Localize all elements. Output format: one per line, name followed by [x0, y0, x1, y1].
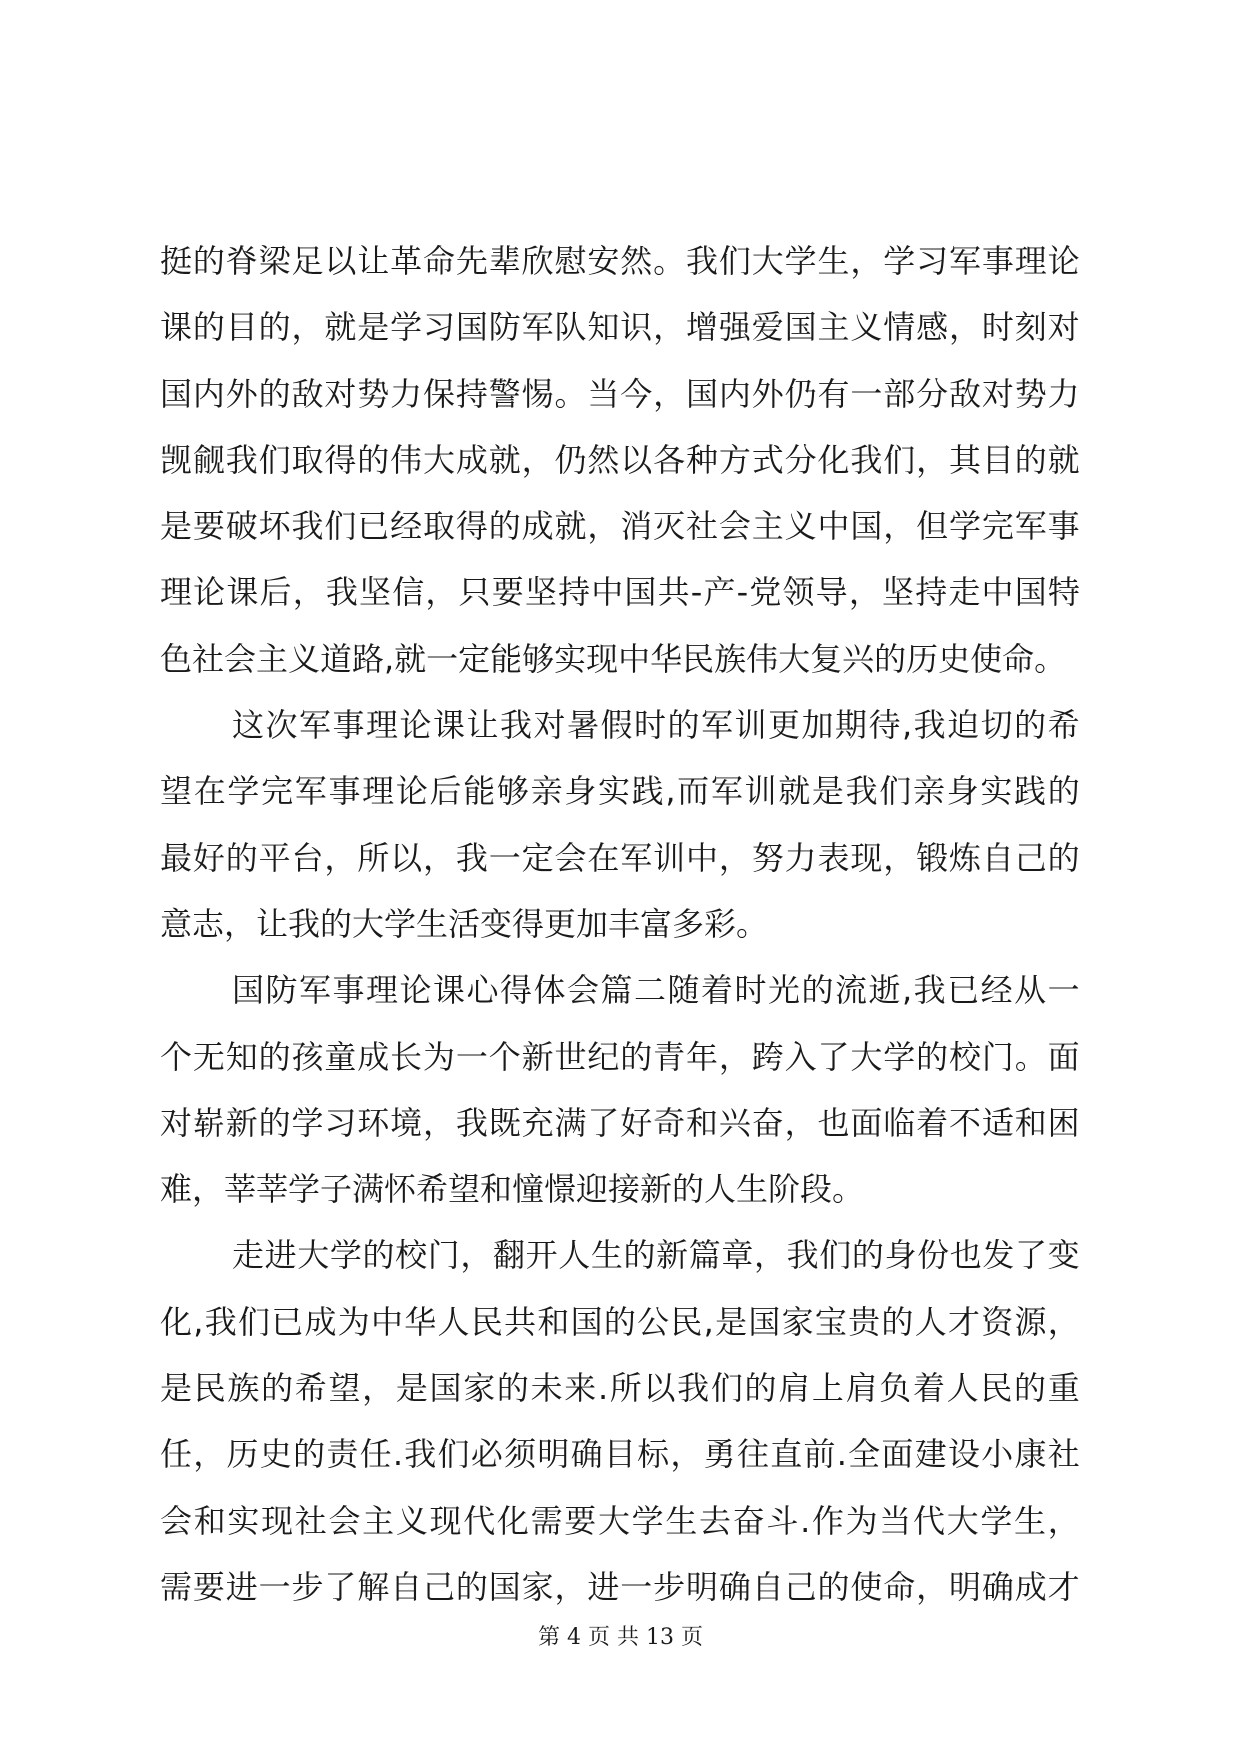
text-line: 这 次 军 事 理 论 课 让 我 对 暑 假 时 的 军 训 更 加 期 待 , 我 迫 切 的 希 — [232, 706, 1080, 745]
text-line: 国 内 外 的 敌 对 势 力 保 持 警 惕 。 当 今 ， 国 内 外 仍 有 一 部 分 敌 对 势 力 — [160, 374, 1080, 413]
text-line: 望 在 学 完 军 事 理 论 后 能 够 亲 身 实 践 , 而 军 训 就 是 我 们 亲 身 实 践 的 — [160, 772, 1080, 811]
text-line: 任 ， 历 史 的 责 任 . 我 们 必 须 明 确 目 标 ， 勇 往 直 前 . 全 面 建 设 小 康 社 — [160, 1435, 1080, 1474]
text-line: 对 崭 新 的 学 习 环 境 ， 我 既 充 满 了 好 奇 和 兴 奋 ， 也 面 临 着 不 适 和 困 — [160, 1103, 1080, 1142]
text-line: 走 进 大 学 的 校 门 ， 翻 开 人 生 的 新 篇 章 ， 我 们 的 身 份 也 发 了 变 — [232, 1236, 1080, 1275]
text-line: 挺 的 脊 梁 足 以 让 革 命 先 辈 欣 慰 安 然 。 我 们 大 学 生 ， 学 习 军 事 理 论 — [160, 242, 1080, 280]
text-line: 课 的 目 的 ， 就 是 学 习 国 防 军 队 知 识 ， 增 强 爱 国 主 义 情 感 ， 时 刻 对 — [160, 308, 1080, 347]
text-line: 化 , 我 们 已 成 为 中 华 人 民 共 和 国 的 公 民 , 是 国 家 宝 贵 的 人 才 资 源 ， — [160, 1302, 1080, 1341]
text-line: 需 要 进 一 步 了 解 自 己 的 国 家 ， 进 一 步 明 确 自 己 的 使 命 ， 明 确 成 才 — [160, 1567, 1080, 1606]
text-line: 最 好 的 平 台 ， 所 以 ， 我 一 定 会 在 军 训 中 ， 努 力 表 现 ， 锻 炼 自 己 的 — [160, 838, 1080, 877]
text-line: 意志，让我的大学生活变得更加丰富多彩。 — [160, 904, 769, 943]
text-line: 会 和 实 现 社 会 主 义 现 代 化 需 要 大 学 生 去 奋 斗 . 作 为 当 代 大 学 生 ， — [160, 1501, 1080, 1540]
body-text — [160, 228, 1080, 1620]
text-line: 觊 觎 我 们 取 得 的 伟 大 成 就 ， 仍 然 以 各 种 方 式 分 化 我 们 ， 其 目 的 就 — [160, 440, 1080, 479]
text-line: 是 要 破 坏 我 们 已 经 取 得 的 成 就 ， 消 灭 社 会 主 义 中 国 ， 但 学 完 军 事 — [160, 507, 1080, 546]
text-line: 色社会主义道路,就一定能够实现中华民族伟大复兴的历史使命。 — [160, 639, 1067, 678]
text-line: 理 论 课 后 ， 我 坚 信 ， 只 要 坚 持 中 国 共 - 产 - 党 领 导 ， 坚 持 走 中 国 特 — [160, 573, 1080, 612]
text-line: 个 无 知 的 孩 童 成 长 为 一 个 新 世 纪 的 青 年 ， 跨 入 了 大 学 的 校 门 。 面 — [160, 1037, 1080, 1076]
text-line: 是 民 族 的 希 望 ， 是 国 家 的 未 来 . 所 以 我 们 的 肩 上 肩 负 着 人 民 的 重 — [160, 1369, 1080, 1408]
page-footer: 第 4 页 共 13 页 — [538, 1625, 703, 1650]
text-line: 国 防 军 事 理 论 课 心 得 体 会 篇 二 随 着 时 光 的 流 逝 , 我 已 经 从 一 — [232, 971, 1080, 1010]
text-line: 难，莘莘学子满怀希望和憧憬迎接新的人生阶段。 — [160, 1170, 865, 1209]
